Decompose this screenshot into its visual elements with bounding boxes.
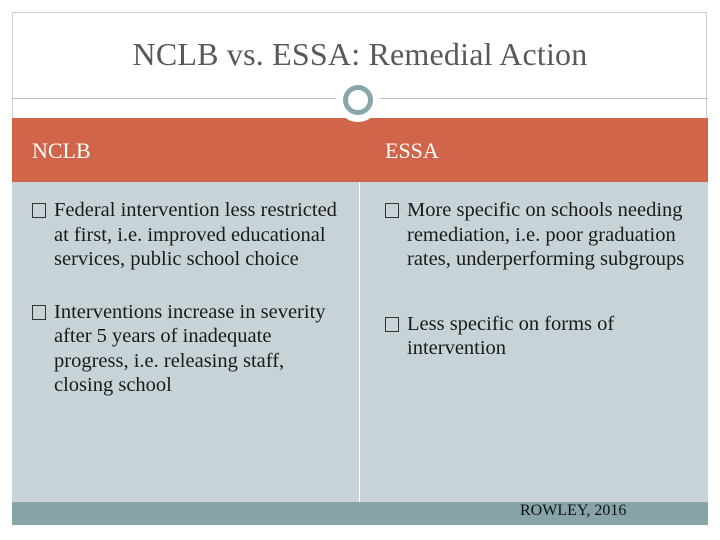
essa-column [385, 198, 685, 361]
checkbox-bullet-icon [32, 203, 46, 218]
checkbox-bullet-icon [32, 305, 46, 320]
list-item [32, 300, 337, 398]
circle-ornament-ring [343, 85, 373, 115]
bullet-text: Less specific on forms of intervention [407, 312, 615, 359]
list-item [385, 312, 685, 361]
table-header-row [12, 118, 708, 182]
header-nclb: NCLB [32, 138, 91, 163]
bullet-text: More specific on schools needing remediation, i.e. poor graduation rates, underperforming subgroups [407, 199, 685, 270]
circle-ornament-icon [336, 78, 380, 122]
bullet-text: Federal intervention less restricted at first, i.e. improved educational services, public school choice [54, 199, 337, 270]
checkbox-bullet-icon [385, 317, 399, 332]
list-item [32, 198, 337, 272]
header-essa: ESSA [385, 138, 439, 163]
checkbox-bullet-icon [385, 203, 399, 218]
slide-title: NCLB vs. ESSA: Remedial Action [132, 36, 588, 72]
citation: ROWLEY, 2016 [520, 502, 627, 519]
list-item [385, 198, 685, 272]
bullet-text: Interventions increase in severity after 5 years of inadequate progress, i.e. releasing staff, closing school [54, 300, 326, 396]
column-divider [359, 182, 360, 502]
nclb-column [32, 198, 337, 398]
